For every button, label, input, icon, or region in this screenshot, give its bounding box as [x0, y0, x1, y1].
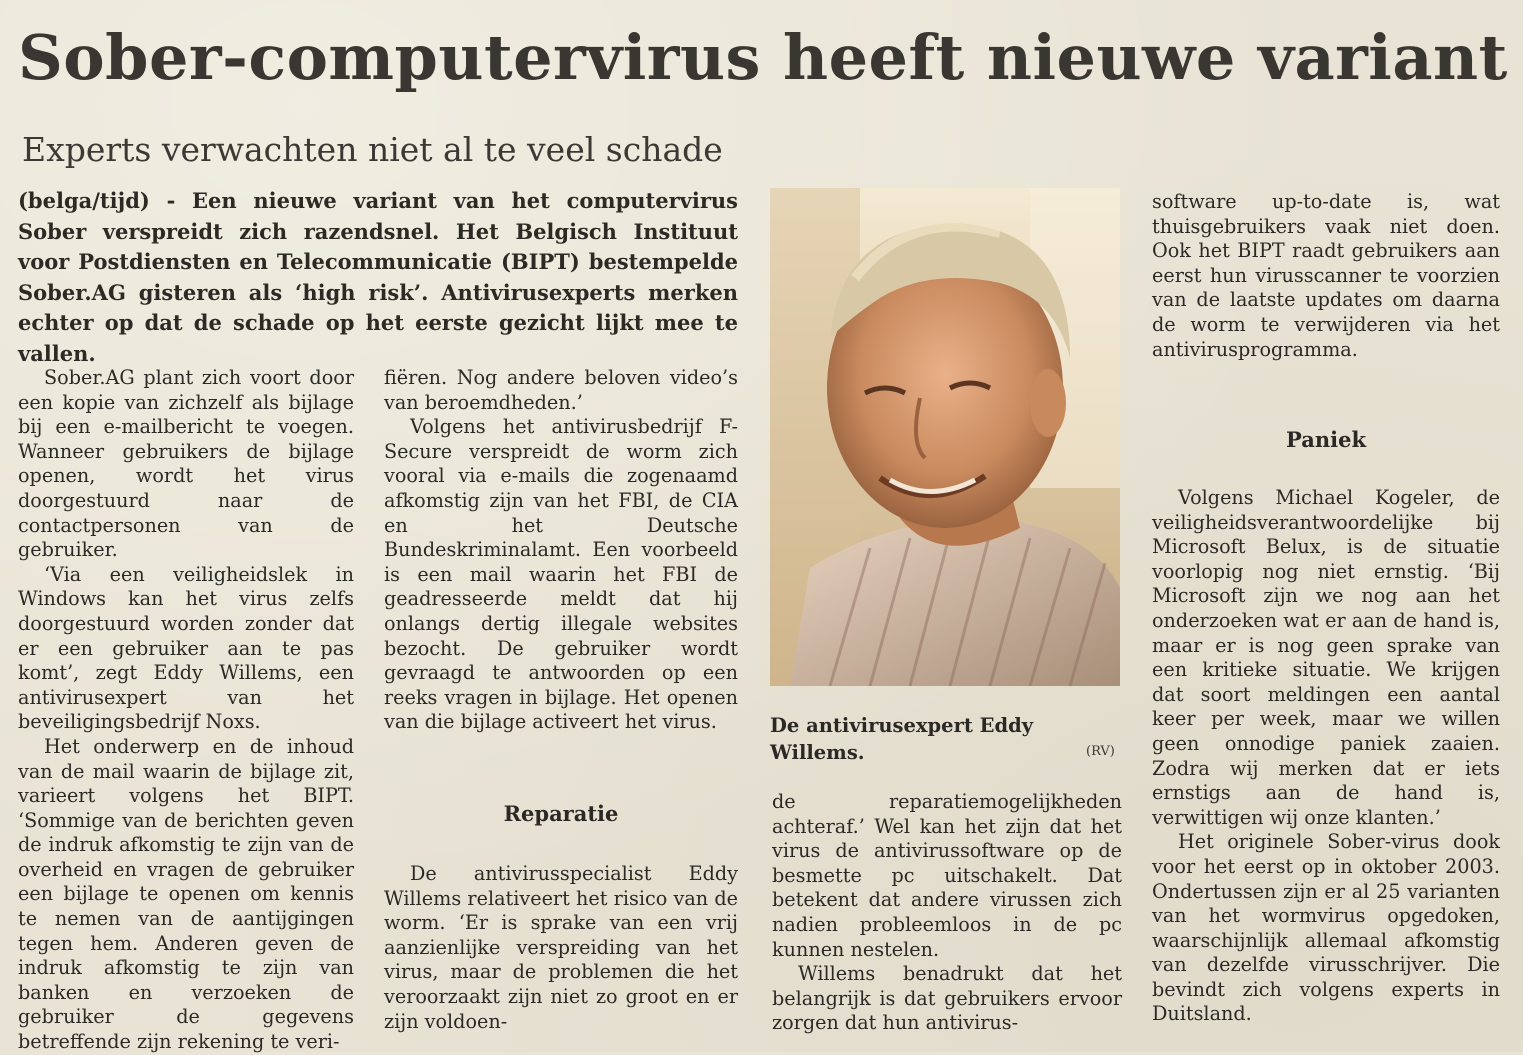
portrait-illustration — [770, 188, 1120, 686]
portrait-photo — [770, 188, 1120, 686]
column-2 — [384, 366, 738, 735]
paragraph: Volgens Michael Kogeler, de veiligheidsverantwoordelijke bij Microsoft Belux, is de situatie voorlopig nog niet ernstig. ‘Bij Microsoft zijn we nog aan het onderzoeken wat er aan de hand is, maar er is nog geen sprake van een kritieke situatie. We krijgen dat soort meldingen een aantal keer per week, maar we willen geen onnodige paniek zaaien. Zodra wij merken dat er iets ernstigs aan de hand is, verwittigen wij onze klanten.’ — [1152, 486, 1500, 829]
paragraph: Volgens het antivirusbedrijf F-Secure verspreidt de worm zich vooral via e-mails die zogenaamd afkomstig zijn van het FBI, de CIA en het Deutsche Bundeskriminalamt. Een voorbeeld is een mail waarin het FBI de geadresseerde meldt dat hij onlangs dertig illegale websites bezocht. De gebruiker wordt gevraagd te antwoorden op een reeks vragen in bijlage. Het openen van die bijlage activeert het virus. — [384, 415, 738, 734]
paragraph: software up-to-date is, wat thuisgebruikers vaak niet doen. Ook het BIPT raadt gebruikers aan eerst hun virusscanner te voorzien van de laatste updates om daarna de worm te verwijderen via het antivirusprogramma. — [1152, 190, 1500, 361]
paragraph: Willems benadrukt dat het belangrijk is dat gebruikers ervoor zorgen dat hun antivirus- — [772, 962, 1122, 1035]
section-heading-paniek: Paniek — [1286, 427, 1366, 452]
section-heading-reparatie: Reparatie — [503, 801, 619, 826]
column-4-continued — [1152, 486, 1500, 1027]
lead-paragraph — [18, 186, 738, 370]
headline: Sober-computervirus heeft nieuwe variant — [18, 21, 1508, 94]
paragraph: Het onderwerp en de inhoud van de mail waarin de bijlage zit, varieert volgens het BIPT. ‘Sommige van de berichten geven de indruk afkomstig te zijn van de overheid en vragen de gebruiker een bijlage te openen om kennis te nemen van de aantijgingen tegen hem. Anderen geven de indruk afkomstig te zijn van banken en verzoeken de gebruiker de gegevens betreffende zijn rekening te veri- — [18, 734, 354, 1054]
paragraph: ‘Via een veiligheidslek in Windows kan het virus zelfs doorgestuurd worden zonder dat er een gebruiker aan te pas komt’, zegt Eddy Willems, een antivirusexpert van het beveiligingsbedrijf Noxs. — [18, 562, 354, 734]
paragraph: Sober.AG plant zich voort door een kopie van zichzelf als bijlage bij een e-mailbericht te voegen. Wanneer gebruikers de bijlage openen, wordt het virus doorgestuurd naar de contactpersonen van de gebruiker. — [18, 366, 354, 562]
column-2-continued — [384, 862, 738, 1034]
paragraph: de reparatiemogelijkheden achteraf.’ Wel kan het zijn dat het virus de antivirussoftware op de besmette pc uitschakelt. Dat betekent dat andere virussen zich nadien probleemloos in de pc kunnen nestelen. — [772, 790, 1122, 961]
column-3 — [772, 790, 1122, 1036]
lead-text: (belga/tijd) - Een nieuwe variant van het computervirus Sober verspreidt zich razendsnel. Het Belgisch Instituut voor Postdiensten en Telecommunicatie (BIPT) bestempelde Sober.AG gisteren als ‘high risk’. Antivirusexperts merken echter op dat de schade op het eerste gezicht lijkt mee te vallen. — [18, 188, 738, 366]
paragraph: De antivirusspecialist Eddy Willems relativeert het risico van de worm. ‘Er is sprake van een vrij aanzienlijke verspreiding van het virus, maar de problemen die het veroorzaakt zijn niet zo groot en er zijn voldoen- — [384, 862, 738, 1033]
column-1 — [18, 366, 354, 1055]
photo-caption: De antivirusexpert Eddy Willems. — [770, 714, 1034, 764]
paragraph: Het originele Sober-virus dook voor het eerst op in oktober 2003. Ondertussen zijn er al 25 varianten van het wormvirus opgedoken, waarschijnlijk allemaal afkomstig van dezelfde virusschrijver. Die bevindt zich volgens experts in Duitsland. — [1152, 830, 1500, 1026]
subheadline: Experts verwachten niet al te veel schade — [22, 130, 723, 169]
paragraph: fiëren. Nog andere beloven video’s van beroemdheden.’ — [384, 366, 738, 414]
photo-credit: (RV) — [1086, 744, 1115, 759]
column-4 — [1152, 190, 1500, 362]
